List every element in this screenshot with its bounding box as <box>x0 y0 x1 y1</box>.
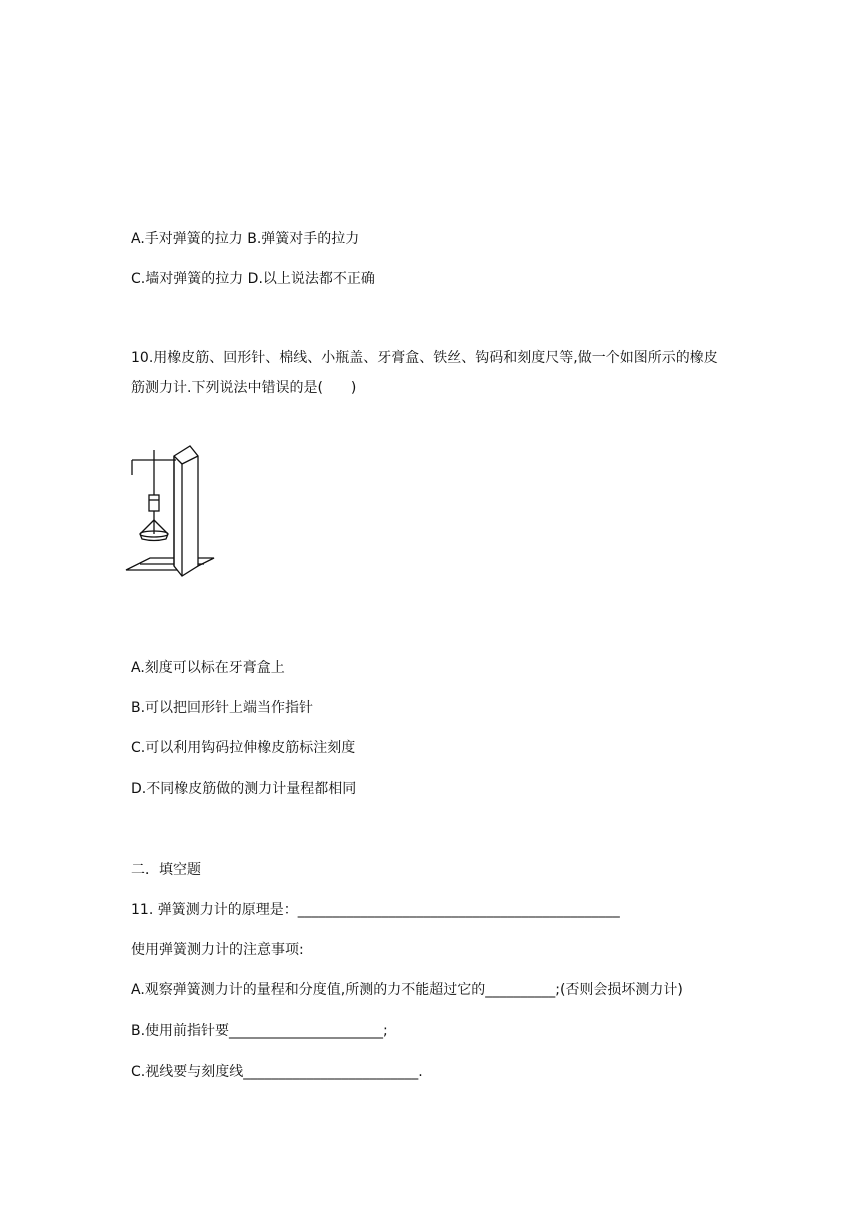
q10-option-b: B.可以把回形针上端当作指针 <box>131 700 314 716</box>
q10-option-d: D.不同橡皮筋做的测力计量程都相同 <box>131 781 357 797</box>
q10-question: 10.用橡皮筋、回形针、棉线、小瓶盖、牙膏盒、铁丝、钩码和刻度尺等,做一个如图所示的橡皮筋测力计.下列说法中错误的是( ) <box>131 350 718 396</box>
q11-note-c: C.视线要与刻度线_________________________. <box>131 1064 423 1080</box>
rubber-band-dynamometer-figure <box>118 440 228 585</box>
q10-option-a: A.刻度可以标在牙膏盒上 <box>131 660 285 676</box>
q11-principle: 11. 弹簧测力计的原理是：______________________________________________ <box>131 902 620 918</box>
q11-note-a: A.观察弹簧测力计的量程和分度值,所测的力不能超过它的__________;(否则会损坏测力计) <box>131 982 683 998</box>
q10-option-c: C.可以利用钩码拉伸橡皮筋标注刻度 <box>131 740 356 756</box>
q9-option-ab: A.手对弹簧的拉力 B.弹簧对手的拉力 <box>131 231 360 247</box>
q9-option-cd: C.墙对弹簧的拉力 D.以上说法都不正确 <box>131 271 375 287</box>
q11-note-b: B.使用前指针要______________________; <box>131 1023 388 1039</box>
section-heading: 二．填空题 <box>131 862 201 878</box>
q11-notes-title: 使用弹簧测力计的注意事项: <box>131 942 304 958</box>
